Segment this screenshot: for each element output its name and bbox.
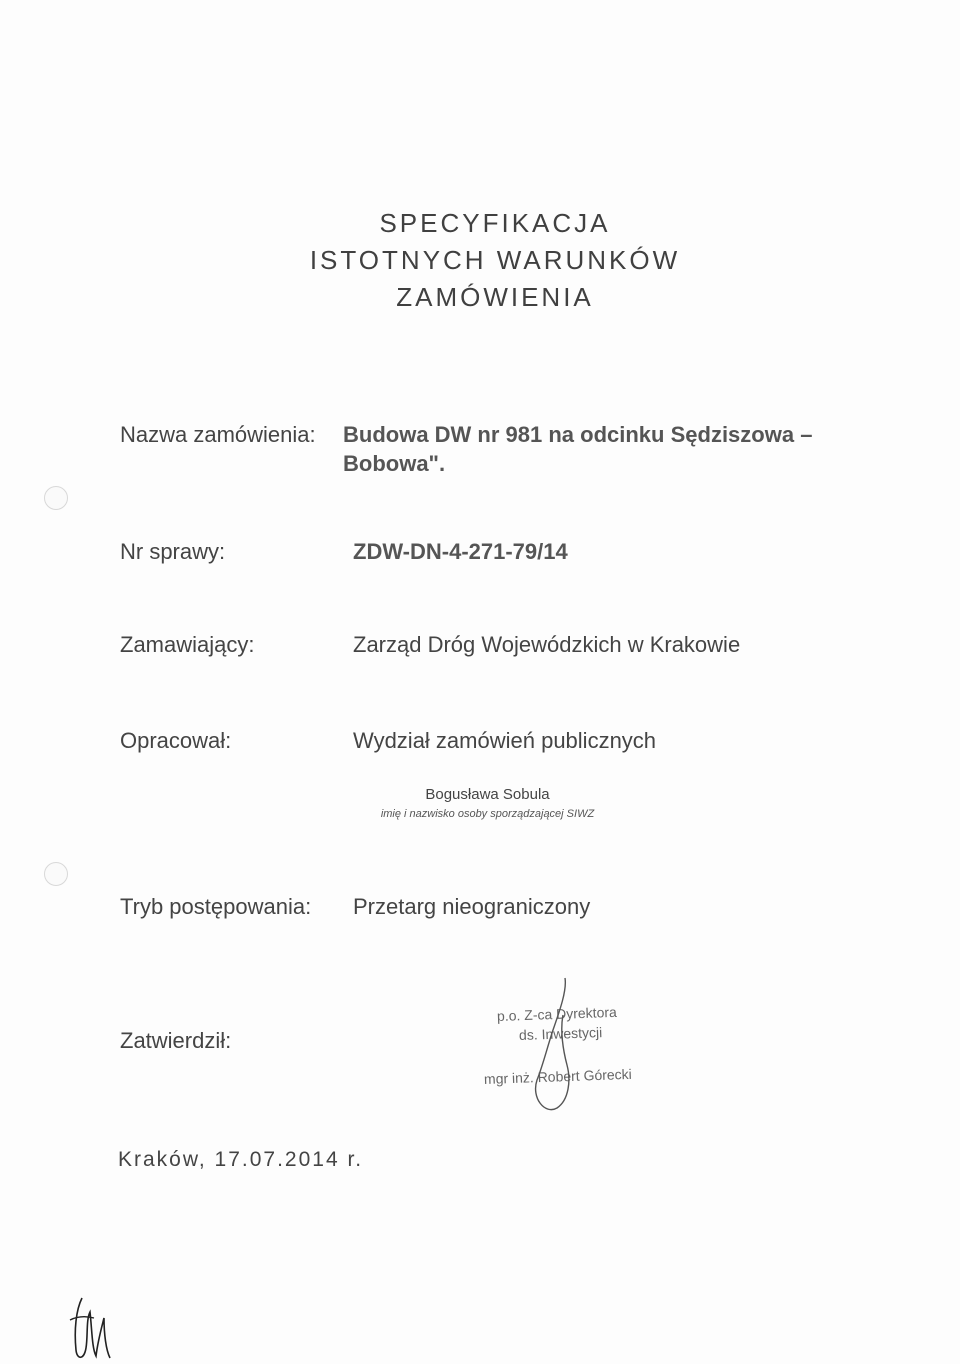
orderer-label: Zamawiający: <box>120 632 255 657</box>
order-name-label: Nazwa zamówienia: <box>120 422 316 447</box>
director-signature <box>505 970 605 1120</box>
initials-signature <box>62 1290 132 1364</box>
punch-hole-top <box>44 486 68 510</box>
preparer-caption: imię i nazwisko osoby sporządzającej SIWZ <box>380 808 595 820</box>
prepared-by-value: Wydział zamówień publicznych <box>353 728 657 753</box>
approved-by-label: Zatwierdził: <box>120 1028 232 1053</box>
stamp-line-1: p.o. Z-ca Dyrektora <box>496 1003 618 1024</box>
preparer-name: Bogusława Sobula <box>425 786 550 803</box>
procedure-label: Tryb postępowania: <box>120 894 312 919</box>
case-number-value: ZDW-DN-4-271-79/14 <box>353 539 568 564</box>
document-title-line-3: ZAMÓWIENIA <box>396 282 594 312</box>
stamp-line-2: ds. Inwestycji <box>518 1024 603 1043</box>
place-and-date: Kraków, 17.07.2014 r. <box>118 1148 364 1171</box>
document-title-line-1: SPECYFIKACJA <box>379 208 611 238</box>
procedure-value: Przetarg nieograniczony <box>353 894 591 919</box>
prepared-by-label: Opracował: <box>120 728 232 753</box>
order-name-value-line2: Bobowa". <box>343 451 446 476</box>
order-name-value-line1: Budowa DW nr 981 na odcinku Sędziszowa – <box>343 422 813 447</box>
punch-hole-bottom <box>44 862 68 886</box>
stamp-line-3: mgr inż. Robert Górecki <box>483 1065 633 1087</box>
document-title-line-2: ISTOTNYCH WARUNKÓW <box>309 245 681 275</box>
case-number-label: Nr sprawy: <box>120 539 226 564</box>
orderer-value: Zarząd Dróg Wojewódzkich w Krakowie <box>353 632 741 657</box>
